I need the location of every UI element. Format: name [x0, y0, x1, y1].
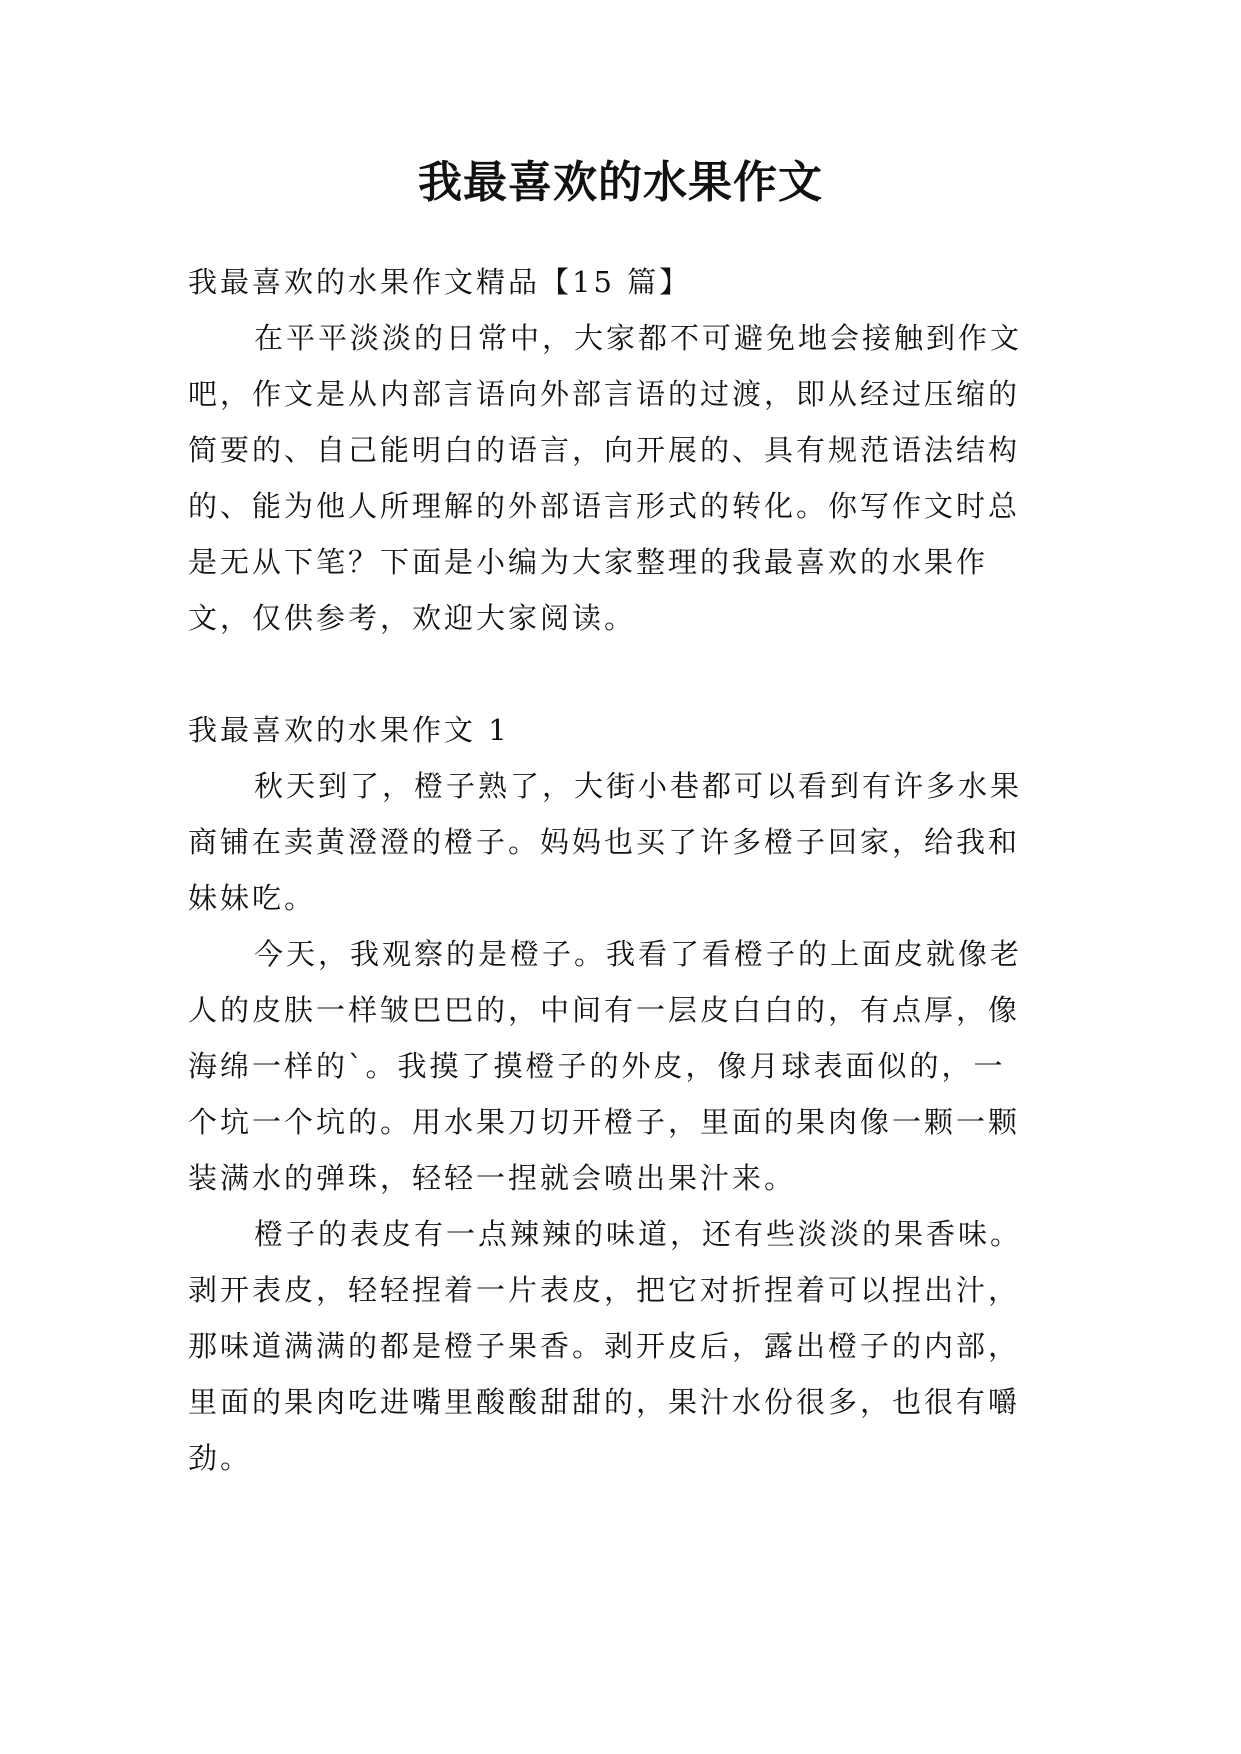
paragraph-line: 海绵一样的`。我摸了摸橙子的外皮，像月球表面似的，一: [188, 1049, 1006, 1083]
paragraph-line: 劲。: [188, 1441, 253, 1475]
paragraph-line: 那味道满满的都是橙子果香。剥开皮后，露出橙子的内部，: [188, 1329, 1021, 1363]
paragraph-line: 秋天到了，橙子熟了，大街小巷都可以看到有许多水果: [254, 769, 1023, 803]
intro-line: 简要的、自己能明白的语言，向开展的、具有规范语法结构: [188, 433, 1021, 467]
section-spacer: [188, 646, 1054, 702]
document-title: 我最喜欢的水果作文: [418, 157, 823, 208]
section-paragraph: [188, 926, 1054, 1206]
intro-line: 在平平淡淡的日常中，大家都不可避免地会接触到作文: [254, 321, 1023, 355]
section-heading: 我最喜欢的水果作文 1: [188, 713, 510, 747]
intro-line: 的、能为他人所理解的外部语言形式的转化。你写作文时总: [188, 489, 1021, 523]
intro-line: 文，仅供参考，欢迎大家阅读。: [188, 601, 637, 635]
paragraph-line: 里面的果肉吃进嘴里酸酸甜甜的，果汁水份很多，也很有嚼: [188, 1385, 1021, 1419]
section-paragraph: [188, 1206, 1054, 1486]
intro-line: 是无从下笔？下面是小编为大家整理的我最喜欢的水果作: [188, 545, 989, 579]
intro-paragraph: [188, 310, 1054, 646]
intro-line: 吧，作文是从内部言语向外部言语的过渡，即从经过压缩的: [188, 377, 1021, 411]
document-subtitle: 我最喜欢的水果作文精品【15 篇】: [188, 265, 692, 299]
paragraph-line: 个坑一个坑的。用水果刀切开橙子，里面的果肉像一颗一颗: [188, 1105, 1021, 1139]
section-paragraph: [188, 758, 1054, 926]
paragraph-line: 橙子的表皮有一点辣辣的味道，还有些淡淡的果香味。: [254, 1217, 1023, 1251]
paragraph-line: 今天，我观察的是橙子。我看了看橙子的上面皮就像老: [254, 937, 1023, 971]
paragraph-line: 装满水的弹珠，轻轻一捏就会喷出果汁来。: [188, 1161, 797, 1195]
paragraph-line: 剥开表皮，轻轻捏着一片表皮，把它对折捏着可以捏出汁，: [188, 1273, 1021, 1307]
paragraph-line: 妹妹吃。: [188, 881, 317, 915]
document-body: [188, 254, 1054, 1486]
paragraph-line: 人的皮肤一样皱巴巴的，中间有一层皮白白的，有点厚，像: [188, 993, 1021, 1027]
paragraph-line: 商铺在卖黄澄澄的橙子。妈妈也买了许多橙子回家，给我和: [188, 825, 1021, 859]
